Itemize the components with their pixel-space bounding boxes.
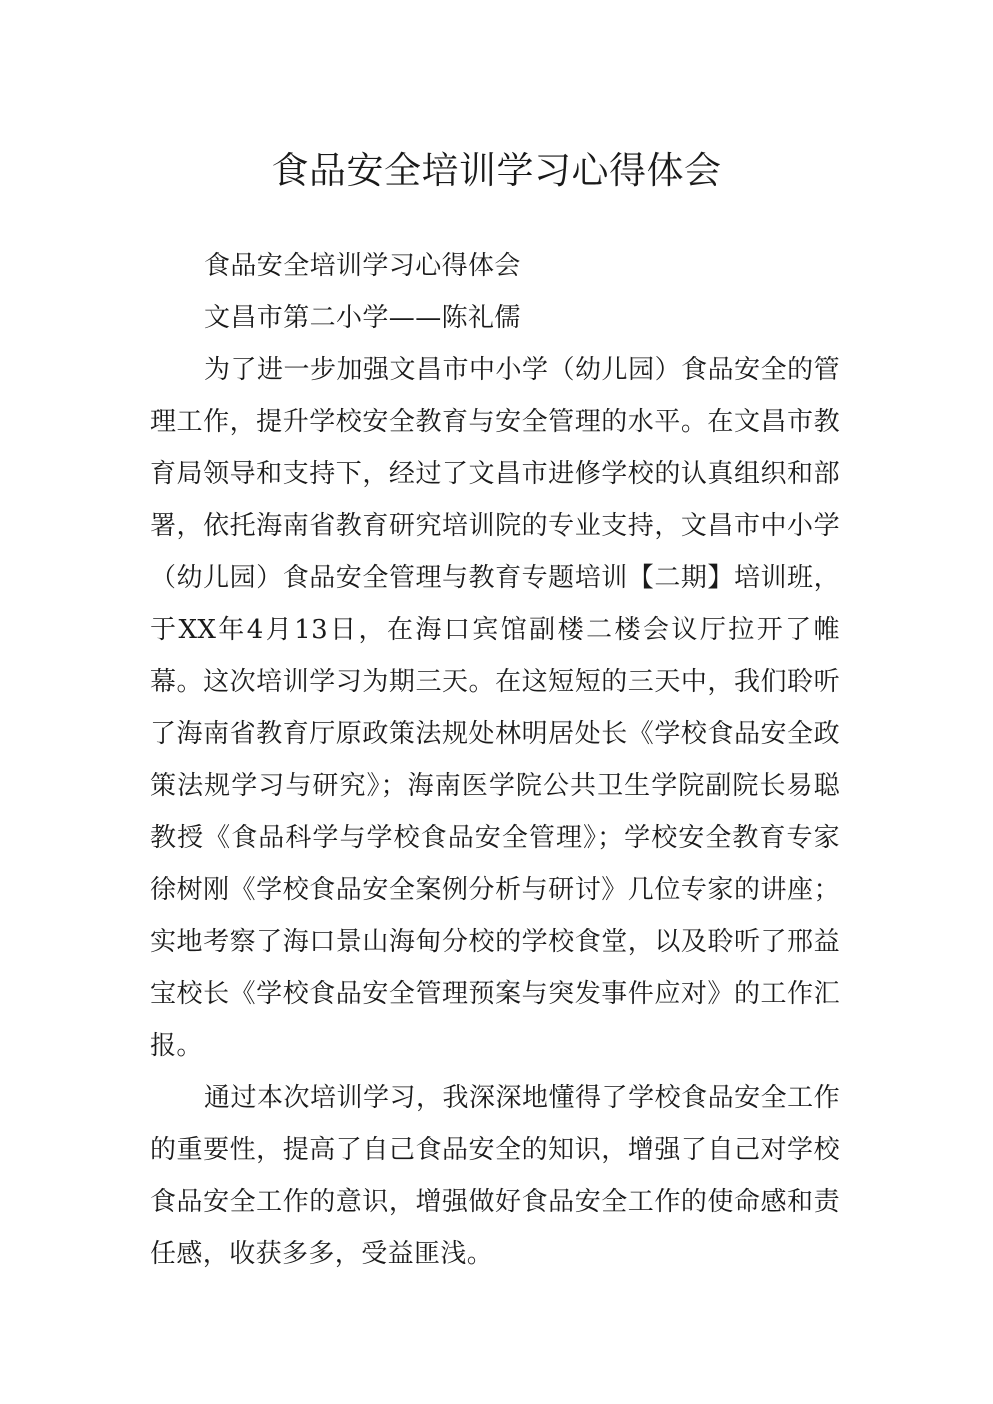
document-title: 食品安全培训学习心得体会 bbox=[271, 148, 722, 192]
body-paragraph-2: 通过本次培训学习，我深深地懂得了学校食品安全工作的重要性，提高了自己食品安全的知识，增强了自己对学校食品安全工作的意识，增强做好食品安全工作的使命感和责任感，收获多多，受益匪浅。 bbox=[150, 1083, 840, 1269]
document-body bbox=[150, 240, 840, 1280]
author-line: 文昌市第二小学——陈礼儒 bbox=[204, 303, 521, 333]
body-paragraph-1: 为了进一步加强文昌市中小学（幼儿园）食品安全的管理工作，提升学校安全教育与安全管理的水平。在文昌市教育局领导和支持下，经过了文昌市进修学校的认真组织和部署，依托海南省教育研究培训院的专业支持，文昌市中小学（幼儿园）食品安全管理与教育专题培训【二期】培训班，于XX年4月13日，在海口宾馆副楼二楼会议厅拉开了帷幕。这次培训学习为期三天。在这短短的三天中，我们聆听了海南省教育厅原政策法规处林明居处长《学校食品安全政策法规学习与研究》；海南医学院公共卫生学院副院长易聪教授《食品科学与学校食品安全管理》；学校安全教育专家徐树刚《学校食品安全案例分析与研讨》几位专家的讲座；实地考察了海口景山海甸分校的学校食堂，以及聆听了邢益宝校长《学校食品安全管理预案与突发事件应对》的工作汇报。 bbox=[150, 355, 840, 1061]
subtitle-line: 食品安全培训学习心得体会 bbox=[204, 251, 521, 281]
